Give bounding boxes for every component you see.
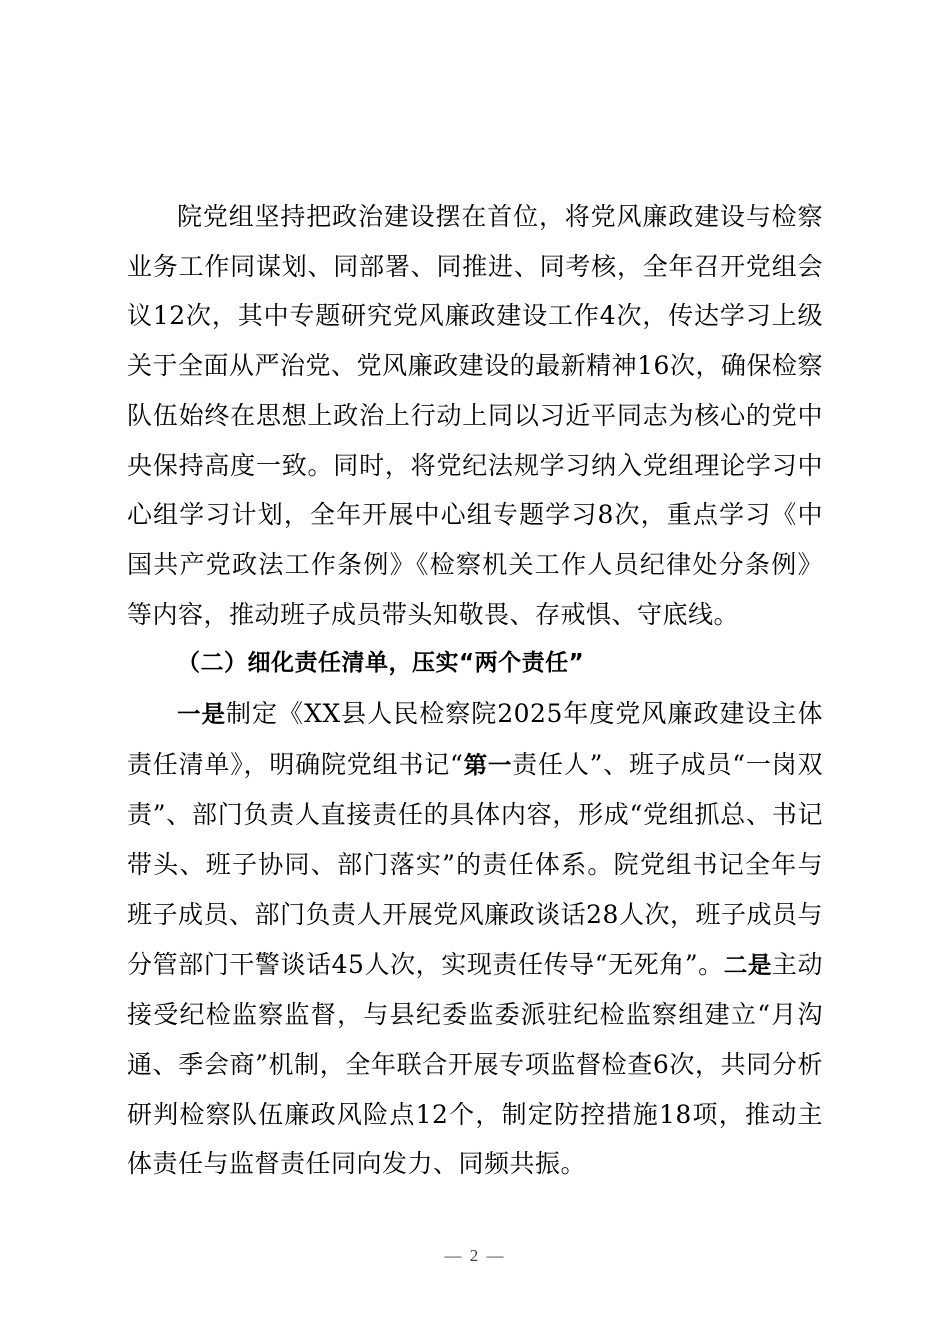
paragraph-text-1a: 制定《XX县人民检察院2025年度党风廉政建设主体责任清单》，明确院党组书记“ bbox=[127, 699, 823, 779]
page-number: — 2 — bbox=[444, 1246, 506, 1265]
lead-first: 一是 bbox=[177, 700, 227, 729]
document-body bbox=[127, 192, 823, 1189]
paragraph-text-2: 主动接受纪检监察监督，与县纪委监委派驻纪检监察组建立“月沟通、季会商”机制，全年联合开展专项监督检查6次，共同分析研判检察队伍廉政风险点12个，制定防控措施18项，推动主体责任与监督责任同向发力、同频共振。 bbox=[127, 949, 823, 1179]
lead-second: 二是 bbox=[723, 950, 772, 979]
section-heading: （二）细化责任清单，压实“两个责任” bbox=[177, 650, 585, 677]
bold-first: 第一 bbox=[463, 750, 513, 779]
paragraph-responsibility-list bbox=[127, 689, 823, 1189]
paragraph-political-construction: 院党组坚持把政治建设摆在首位，将党风廉政建设与检察业务工作同谋划、同部署、同推进、同考核，全年召开党组会议12次，其中专题研究党风廉政建设工作4次，传达学习上级关于全面从严治党、党风廉政建设的最新精神16次，确保检察队伍始终在思想上政治上行动上同以习近平同志为核心的党中央保持高度一致。同时，将党纪法规学习纳入党组理论学习中心组学习计划，全年开展中心组专题学习8次，重点学习《中国共产党政法工作条例》《检察机关工作人员纪律处分条例》等内容，推动班子成员带头知敬畏、存戒惧、守底线。 bbox=[127, 202, 823, 629]
paragraph-text-1b: 责任人”、班子成员“一岗双责”、部门负责人直接责任的具体内容，形成“党组抓总、书记带头、班子协同、部门落实”的责任体系。院党组书记全年与班子成员、部门负责人开展党风廉政谈话28人次，班子成员与分管部门干警谈话45人次，实现责任传导“无死角”。 bbox=[127, 749, 823, 979]
